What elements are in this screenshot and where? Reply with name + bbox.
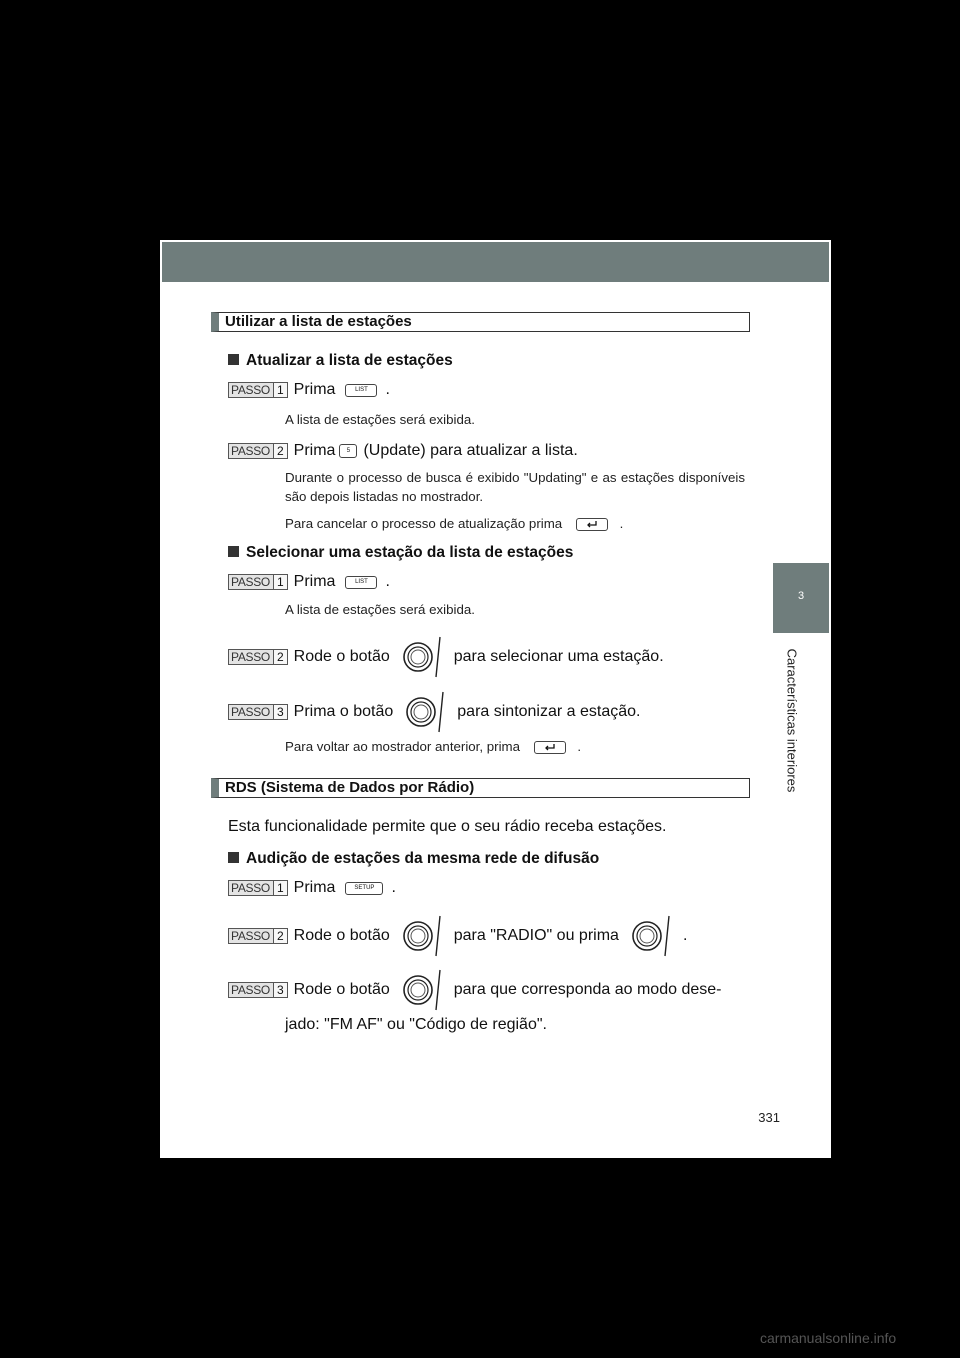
step-rds-2: PASSO 2 Rode o botão para "RADIO" ou prima . xyxy=(228,924,687,948)
step-rds-3-continued: jado: "FM AF" ou "Código de região". xyxy=(285,1016,547,1033)
subheading-update-list: Atualizar a lista de estações xyxy=(228,352,453,370)
step-badge: PASSO 3 xyxy=(228,982,288,998)
note-back: Para voltar ao mostrador anterior, prima . xyxy=(285,739,582,754)
preset-5-button-icon: 5 xyxy=(339,444,357,458)
page-number: 331 xyxy=(758,1110,780,1125)
note-list-shown: A lista de estações será exibida. xyxy=(285,602,475,617)
step-badge: PASSO 1 xyxy=(228,880,288,896)
setup-button-icon: SETUP xyxy=(345,882,383,895)
chapter-tab: 3 xyxy=(773,563,829,633)
tune-knob-icon xyxy=(399,690,451,734)
step-badge: PASSO 1 xyxy=(228,574,288,590)
step-rds-3: PASSO 3 Rode o botão para que corresponda ao modo dese- xyxy=(228,978,721,1002)
tune-knob-icon xyxy=(625,914,677,958)
tune-knob-icon xyxy=(396,968,448,1012)
note-list-shown: A lista de estações será exibida. xyxy=(285,412,475,427)
note-cancel-update: Para cancelar o processo de atualização prima . xyxy=(285,516,624,531)
back-button-icon xyxy=(576,518,608,531)
section-title-rds: RDS (Sistema de Dados por Rádio) xyxy=(211,778,750,798)
chapter-title: Características interiores xyxy=(784,648,800,792)
rds-intro: Esta funcionalidade permite que o seu rádio receba estações. xyxy=(228,818,667,835)
square-bullet-icon xyxy=(228,354,239,365)
step-badge: PASSO 1 xyxy=(228,382,288,398)
step-select-2: PASSO 2 Rode o botão para selecionar uma estação. xyxy=(228,645,664,669)
step-select-3: PASSO 3 Prima o botão para sintonizar a estação. xyxy=(228,700,640,724)
step-badge: PASSO 2 xyxy=(228,649,288,665)
step-badge: PASSO 2 xyxy=(228,443,288,459)
list-button-icon: LIST xyxy=(345,384,377,397)
square-bullet-icon xyxy=(228,546,239,557)
list-button-icon: LIST xyxy=(345,576,377,589)
section-title-station-list: Utilizar a lista de estações xyxy=(211,312,750,332)
step-badge: PASSO 3 xyxy=(228,704,288,720)
header-band xyxy=(162,242,829,282)
step-badge: PASSO 2 xyxy=(228,928,288,944)
tune-knob-icon xyxy=(396,635,448,679)
subheading-select-station: Selecionar uma estação da lista de estações xyxy=(228,544,573,562)
note-updating: Durante o processo de busca é exibido "Updating" e as estações disponíveis são depois listadas no mostrador. xyxy=(285,470,745,504)
back-button-icon xyxy=(534,741,566,754)
tune-knob-icon xyxy=(396,914,448,958)
watermark: carmanualsonline.info xyxy=(760,1330,897,1346)
step-rds-1: PASSO 1 Prima SETUP . xyxy=(228,876,396,900)
step-select-1: PASSO 1 Prima LIST . xyxy=(228,570,390,594)
square-bullet-icon xyxy=(228,852,239,863)
step-update-1: PASSO 1 Prima LIST . xyxy=(228,378,390,402)
subheading-same-network: Audição de estações da mesma rede de difusão xyxy=(228,850,599,868)
step-update-2: PASSO 2 Prima 5 (Update) para atualizar a lista. xyxy=(228,439,578,463)
